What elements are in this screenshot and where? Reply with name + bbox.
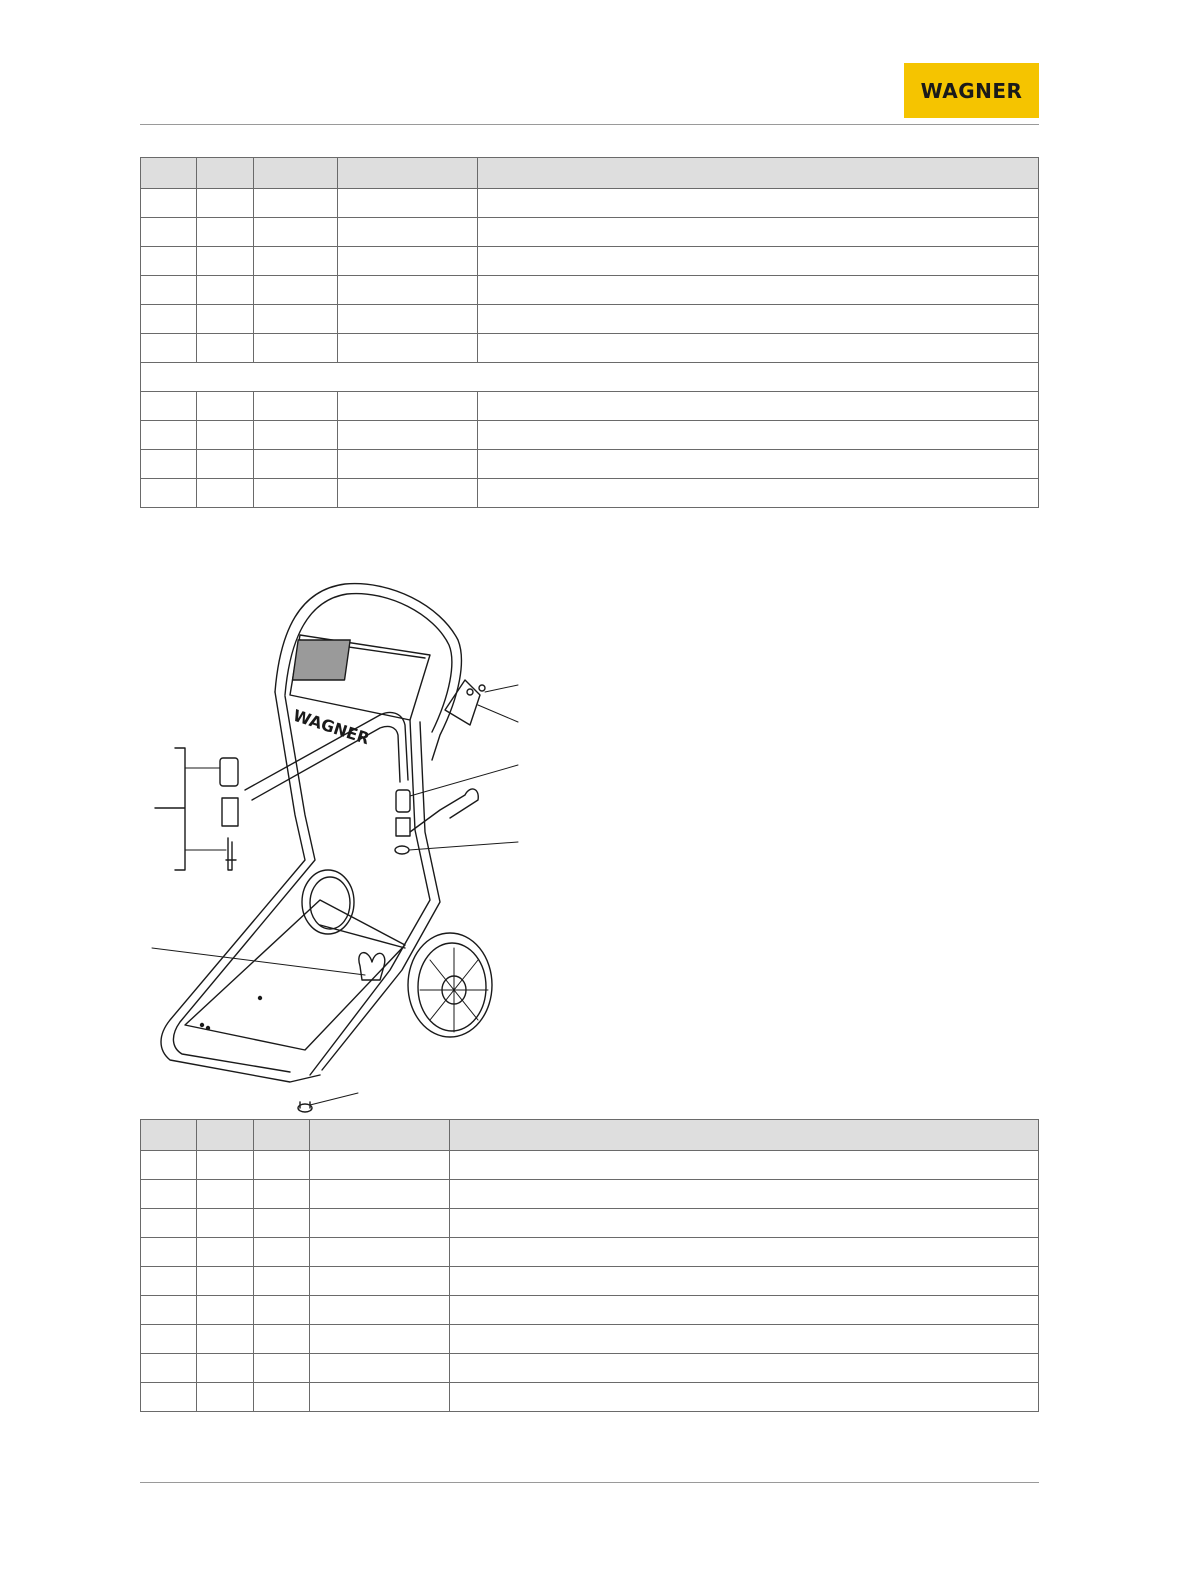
pin-part	[226, 838, 236, 870]
table-row	[141, 1151, 1039, 1180]
hose-hook	[359, 953, 385, 980]
logo-text: WAGNER	[920, 78, 1023, 103]
callout-line	[410, 765, 518, 796]
table-row	[141, 1383, 1039, 1412]
panel-grille	[293, 640, 351, 680]
table-row	[141, 189, 1039, 218]
table-row	[141, 479, 1039, 508]
parts-table-2	[140, 1119, 1039, 1412]
table-row	[141, 247, 1039, 276]
callout-line	[478, 705, 518, 722]
parts-table-1	[140, 157, 1039, 508]
mount-bracket	[445, 680, 480, 725]
table-row	[141, 392, 1039, 421]
callout-line	[409, 842, 518, 850]
callout-line	[485, 685, 518, 692]
header-cell	[254, 158, 338, 189]
header-cell	[141, 158, 197, 189]
frame-brand-text: WAGNER	[290, 705, 372, 749]
table-row	[141, 1267, 1039, 1296]
table-row	[141, 1296, 1039, 1325]
sleeve-part-right-top	[396, 790, 410, 812]
cart-right-rail	[310, 720, 430, 1075]
table-row	[141, 1238, 1039, 1267]
header-cell	[478, 158, 1039, 189]
table-row	[141, 421, 1039, 450]
table-row	[141, 334, 1039, 363]
header-cell	[141, 1120, 197, 1151]
header-cell	[450, 1120, 1039, 1151]
table-header	[141, 1120, 1039, 1151]
section-row	[141, 363, 1039, 392]
table-row	[141, 218, 1039, 247]
group-bracket	[155, 748, 185, 870]
wagner-logo	[904, 63, 1039, 118]
header-cell	[197, 158, 254, 189]
callout-line	[152, 948, 365, 975]
table-row	[141, 450, 1039, 479]
table-row	[141, 276, 1039, 305]
header-divider	[140, 124, 1039, 125]
footer-divider	[140, 1482, 1039, 1483]
table-row	[141, 1354, 1039, 1383]
header-cell	[197, 1120, 254, 1151]
washer-part	[395, 846, 409, 854]
table-row	[141, 1180, 1039, 1209]
table-header	[141, 158, 1039, 189]
sleeve-part-top	[220, 758, 238, 786]
callout-line	[310, 1093, 358, 1105]
sleeve-part-right-lower	[396, 818, 410, 836]
cart-base	[185, 900, 405, 1050]
header-cell	[338, 158, 478, 189]
table-row	[141, 1325, 1039, 1354]
table-row	[141, 305, 1039, 334]
header-cell	[254, 1120, 310, 1151]
table-row	[141, 1209, 1039, 1238]
cart-exploded-drawing	[140, 570, 540, 1118]
sleeve-part-middle	[222, 798, 238, 826]
header-cell	[310, 1120, 450, 1151]
